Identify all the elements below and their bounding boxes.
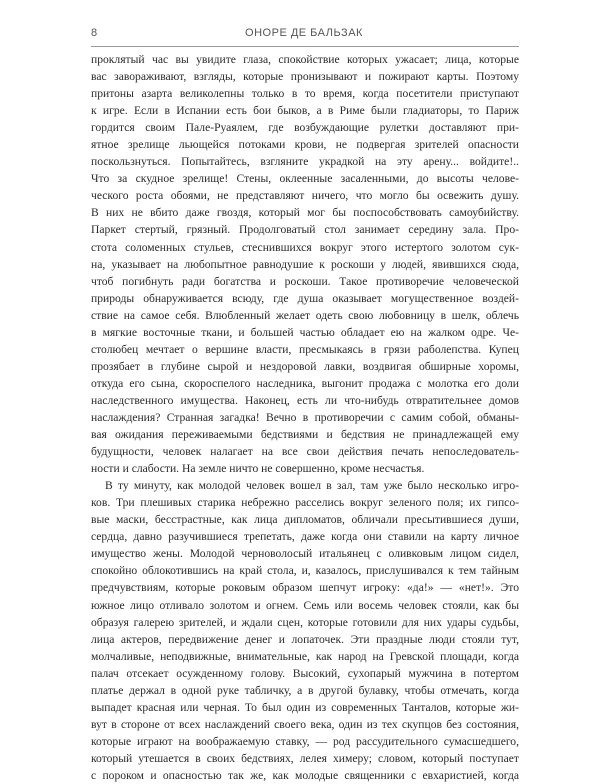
text-line: ятное зрелище льющейся потоками крови, не подвергая зрителей опасности bbox=[91, 138, 519, 152]
text-line: образуя галерею зрителей, и ждали сцен, которые готовили для них удары судьбы, bbox=[91, 615, 519, 629]
text-line: на, указывает на любопытное равнодушие к роскоши у людей, явившихся сюда, bbox=[91, 257, 519, 271]
text-line: чтоб погибнуть ради богатства и роскоши. Такое противоречие человеческой bbox=[91, 274, 519, 288]
text-line: южное лицо отливало золотом и огнем. Семь или восемь человек стояли, как бы bbox=[91, 598, 519, 612]
text-line: платье держал в одной руке табличку, а в другой булавку, чтобы отмечать, когда bbox=[91, 683, 519, 697]
text-line: сердца, давно разучившиеся трепетать, даже когда они ставили на карту личное bbox=[91, 530, 519, 544]
text-line: наследственного имущества. Наконец, есть ли что-нибудь отвратительнее домов bbox=[91, 393, 519, 407]
text-line: стота соломенных стульев, стеснившихся вокруг этого истертого золотом сук- bbox=[91, 240, 519, 254]
text-line: поскользнуться. Попытайтесь, взгляните украдкой на эту арену... войдите!.. bbox=[91, 155, 519, 169]
text-line: который утешается в своих бедствиях, лелея химеру; словом, который поступает bbox=[91, 751, 519, 765]
text-line: проклятый час вы увидите глаза, спокойствие которых ужасает; лица, которые bbox=[91, 53, 519, 66]
text-line: в мягкие восточные ткани, и большей частью обладает ею на жалком одре. Че- bbox=[91, 325, 519, 339]
text-line: вая ожидания переживаемыми бедствиями и бедствия не принадлежащей ему bbox=[91, 428, 519, 442]
text-line: Паркет стертый, грязный. Продолговатый стол занимает середину зала. Про- bbox=[91, 223, 519, 237]
text-line: вые маски, бесстрастные, как лица дипломатов, обличали пресытившиеся души, bbox=[91, 513, 519, 527]
text-line: столюбец мечтает о вершине власти, пресмыкаясь в грязи раболепства. Купец bbox=[91, 342, 519, 356]
text-line: наслаждения? Странная загадка! Вечно в противоречии с самим собой, обманы- bbox=[91, 410, 519, 424]
text-line: гордится своим Пале-Руаялем, где возбуждающие рулетки доставляют при- bbox=[91, 121, 519, 135]
running-head: ОНОРЕ ДЕ БАЛЬЗАК bbox=[245, 27, 363, 39]
text-line: спокойно облокотившись на край стола, и, казалось, прислушивался к тем тайным bbox=[91, 564, 519, 578]
text-line: ствие на самое себя. Влюбленный желает одеть свою любовницу в шелк, облечь bbox=[91, 308, 519, 322]
page-header bbox=[91, 27, 517, 41]
text-line: ческого роста обоями, не представляют ничего, что могло бы освежить душу. bbox=[91, 189, 519, 203]
text-line: лица актеров, передвижение денег и лопаточек. Эти праздные люди стояли тут, bbox=[91, 632, 519, 646]
text-line: молчаливые, неподвижные, внимательные, как народ на Гревской площади, когда bbox=[91, 649, 519, 663]
text-line: откуда его сына, скороспелого наследника, выгонит продажа с молотка его доли bbox=[91, 376, 519, 390]
text-line: ков. Три плешивых старика небрежно расселись вокруг зеленого поля; их гипсо- bbox=[91, 496, 519, 510]
text-line: ности и слабости. На земле ничто не совершенно, кроме несчастья. bbox=[91, 462, 425, 476]
paragraph bbox=[91, 477, 519, 784]
body-text bbox=[91, 51, 519, 784]
header-rule bbox=[91, 46, 519, 47]
text-line: будущности, человек налагает на все свои действия печать непоследователь- bbox=[91, 445, 519, 459]
text-line: вут в стороне от всех наслаждений своего века, один из тех скупцов без состояния, bbox=[91, 717, 519, 731]
text-line: вас завораживают, взгляды, которые пронизывают и пожирают карты. Поэтому bbox=[91, 70, 519, 84]
text-line: которые играют на воображаемую ставку, — род рассудительного сумасшедшего, bbox=[91, 734, 519, 748]
text-line: В них не вбито даже гвоздя, который мог бы поспособствовать самоубийству. bbox=[91, 206, 519, 220]
text-line: прозябает в глубине сырой и нездоровой лавки, воздвигая обширные хоромы, bbox=[91, 359, 519, 373]
page-number: 8 bbox=[91, 27, 98, 39]
text-line: природы обнаруживается всюду, где душа оказывает могущественное воздей- bbox=[91, 291, 519, 305]
text-line: с пороком и опасностью так же, как молодые священники с евхаристией, когда bbox=[91, 768, 519, 782]
text-line: к игре. Если в Испании есть бои быков, а в Риме были гладиаторы, то Париж bbox=[91, 104, 519, 118]
text-line: В ту минуту, как молодой человек вошел в зал, там уже было несколько игро- bbox=[105, 479, 519, 493]
text-line: имущество жены. Молодой черноволосый итальянец с оливковым лицом сидел, bbox=[91, 547, 519, 561]
text-line: притоны азарта великолепны только в то время, когда посетители приступают bbox=[91, 87, 519, 101]
text-line: Что за скудное зрелище! Стены, оклеенные засаленными, до высоты челове- bbox=[91, 172, 519, 186]
paragraph bbox=[91, 51, 519, 477]
text-line: выпадет красная или черная. То был один из современных Танталов, которые жи- bbox=[91, 700, 519, 714]
text-line: палач отсекает осужденному голову. Высокий, сухопарый мужчина в потертом bbox=[91, 666, 519, 680]
text-line: предчувствиям, которые роковым образом шепчут игроку: «да!» — «нет!». Это bbox=[91, 581, 519, 595]
